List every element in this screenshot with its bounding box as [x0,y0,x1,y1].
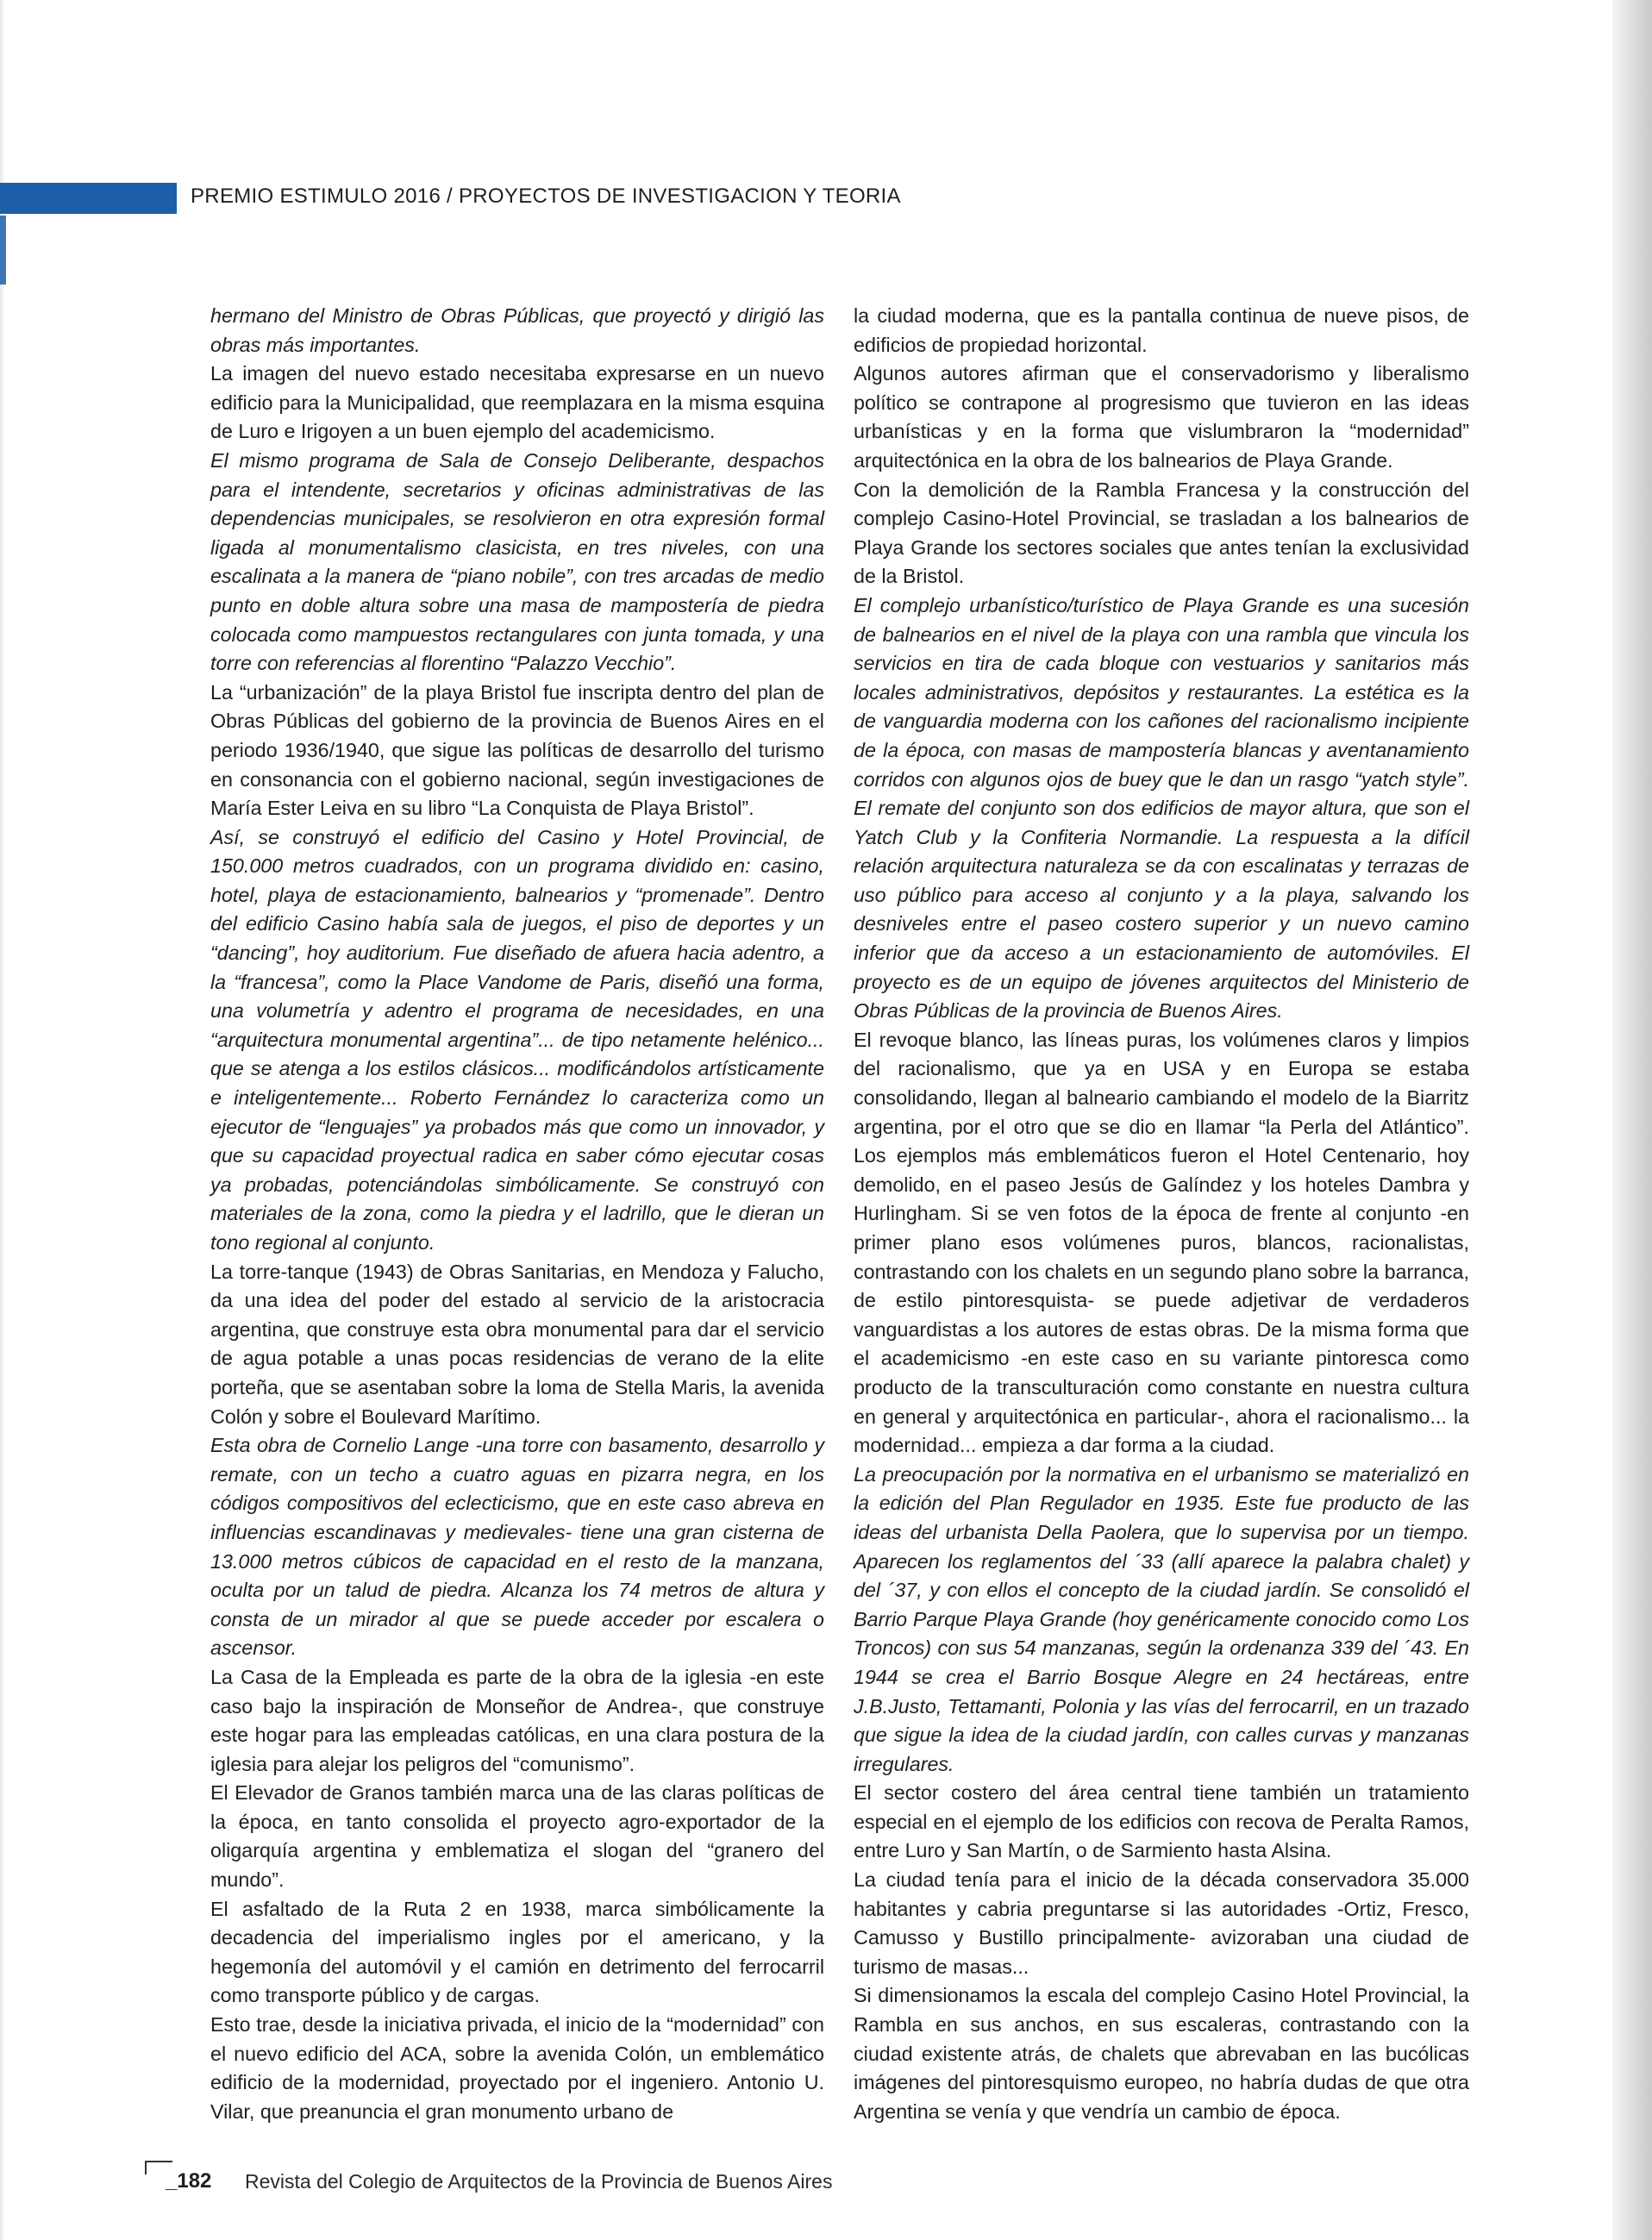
page-fold-shadow [0,0,5,2240]
header-accent-tick [0,216,6,285]
paragraph: El revoque blanco, las líneas puras, los volúmenes claros y limpios del racionalismo, que ya en USA y en Europa se estaba consolidando, llegan al balneario cambiando el modelo de la Biarritz argentina, por el otro que se dio en llamar “la Perla del Atlántico”. Los ejemplos más emblemáticos fueron el Hotel Centenario, hoy demolido, en el paseo Jesús de Galíndez y los hoteles Dambra y Hurlingham. Si se ven fotos de la época de frente al conjunto -en primer plano esos volúmenes puros, blancos, racionalistas, contrastando con los chalets en un segundo plano sobre la barranca, de estilo pintoresquista- se puede adjetivar de verdaderos vanguardistas a los autores de estas obras. De la misma forma que el academicismo -en este caso en su variante pintoresca como producto de la transculturación como constante en nuestra cultura en general y arquitectónica en particular-, ahora el racionalismo... la modernidad... empieza a dar forma a la ciudad. [854,1028,1469,1457]
paragraph: El asfaltado de la Ruta 2 en 1938, marca simbólicamente la decadencia del imperialismo ingles por el americano, y la hegemonía del automóvil y el camión en detrimento del ferrocarril como transporte público y de cargas. [210,1897,824,2007]
paragraph: Algunos autores afirman que el conservadorismo y liberalismo político se contrapone al progresismo que tuvieron en las ideas urbanísticas y en la forma que vislumbraron la “modernidad” arquitectónica en la obra de los balnearios de Playa Grande. [854,362,1469,472]
paragraph: Con la demolición de la Rambla Francesa y la construcción del complejo Casino-Hotel Provincial, se trasladan a los balnearios de Playa Grande los sectores sociales que antes tenían la exclusividad de la Bristol. [854,478,1469,588]
paragraph: Así, se construyó el edificio del Casino y Hotel Provincial, de 150.000 metros cuadrados, con un programa dividido en: casino, hotel, playa de estacionamiento, balnearios y “promenade”. Dentro del edificio Casino había sala de juegos, el piso de deportes y un “dancing”, hoy auditorium. Fue diseñado de afuera hacia adentro, a la “francesa”, como la Place Vandome de Paris, diseñó una forma, una volumetría y adentro el programa de necesidades, en una “arquitectura monumental argentina”... de tipo netamente helénico... que se atenga a los estilos clásicos... modificándolos artísticamente e inteligentemente... Roberto Fernández lo caracteriza como un ejecutor de “lenguajes” ya probados más que como un innovador, y que su capacidad proyectual radica en saber cómo ejecutar cosas ya probadas, potenciándolas simbólicamente. Se construyó con materiales de la zona, como la piedra y el ladrillo, que le dieran un tono regional al conjunto. [210,825,824,1254]
paragraph: Esto trae, desde la iniciativa privada, el inicio de la “modernidad” con el nuevo edificio del ACA, sobre la avenida Colón, un emblemático edificio de la modernidad, proyectado por el ingeniero. Antonio U. Vilar, que preanuncia el gran monumento urbano de [210,2013,824,2123]
paragraph: hermano del Ministro de Obras Públicas, que proyectó y dirigió las obras más importantes. [210,304,824,356]
paragraph: El Elevador de Granos también marca una de las claras políticas de la época, en tanto consolida el proyecto agro-exportador de la oligarquía argentina y emblematiza el slogan del “granero del mundo”. [210,1781,824,1892]
page-number: _182 [166,2169,212,2193]
left-text-column [210,302,824,2126]
paragraph: El complejo urbanístico/turístico de Playa Grande es una sucesión de balnearios en el nivel de la playa con una rambla que vincula los servicios en tira de cada bloque con vestuarios y sanitarios más locales administrativos, depósitos y restaurantes. La estética es la de vanguardia moderna con los cañones del racionalismo incipiente de la época, con masas de mampostería blancas y aventanamiento corridos con algunos ojos de buey que le dan un rasgo “yatch style”. El remate del conjunto son dos edificios de mayor altura, que son el Yatch Club y la Confiteria Normandie. La respuesta a la difícil relación arquitectura naturaleza se da con escalinatas y terrazas de uso público para acceso al conjunto y a la playa, salvando los desniveles entre el paseo costero superior y un nuevo camino inferior que da acceso a un estacionamiento de automóviles. El proyecto es de un equipo de jóvenes arquitectos del Ministerio de Obras Públicas de la provincia de Buenos Aires. [854,593,1469,1023]
paragraph: La imagen del nuevo estado necesitaba expresarse en un nuevo edificio para la Municipalidad, que reemplazara en la misma esquina de Luro e Irigoyen a un buen ejemplo del academicismo. [210,362,824,443]
section-header-title: PREMIO ESTIMULO 2016 / PROYECTOS DE INVESTIGACION Y TEORIA [191,185,901,208]
paragraph: La preocupación por la normativa en el urbanismo se materializó en la edición del Plan Regulador en 1935. Este fue producto de las ideas del urbanista Della Paolera, que lo supervisa por un tiempo. Aparecen los reglamentos del ´33 (allí aparece la palabra chalet) y del ´37, y con ellos el concepto de la ciudad jardín. Se consolidó el Barrio Parque Playa Grande (hoy genéricamente conocido como Los Troncos) con sus 54 manzanas, según la ordenanza 339 del ´43. En 1944 se crea el Barrio Bosque Alegre en 24 hectáreas, entre J.B.Justo, Tettamanti, Polonia y las vías del ferrocarril, en un trazado que sigue la idea de la ciudad jardín, con calles curvas y manzanas irregulares. [854,1462,1469,1775]
paragraph: La ciudad tenía para el inicio de la década conservadora 35.000 habitantes y cabria preguntarse si las autoridades -Ortiz, Fresco, Camusso y Bustillo principalmente- avizoraban una ciudad de turismo de masas... [854,1868,1469,1978]
right-text-column [854,302,1469,2126]
paragraph: El sector costero del área central tiene también un tratamiento especial en el ejemplo de los edificios con recova de Peralta Ramos, entre Luro y San Martín, o de Sarmiento hasta Alsina. [854,1781,1469,1862]
paragraph: La torre-tanque (1943) de Obras Sanitarias, en Mendoza y Falucho, da una idea del poder del estado al servicio de la aristocracia argentina, que construye esta obra monumental para dar el servicio de agua potable a unas pocas residencias de verano de la elite porteña, que se asentaban sobre la loma de Stella Maris, la avenida Colón y sobre el Boulevard Marítimo. [210,1260,824,1428]
page-edge-shadow [1612,0,1652,2240]
journal-title: Revista del Colegio de Arquitectos de la Provincia de Buenos Aires [245,2170,833,2193]
paragraph: La Casa de la Empleada es parte de la obra de la iglesia -en este caso bajo la inspiración de Monseñor de Andrea-, que construye este hogar para las empleadas católicas, en una clara postura de la iglesia para alejar los peligros del “comunismo”. [210,1665,824,1775]
paragraph: La “urbanización” de la playa Bristol fue inscripta dentro del plan de Obras Públicas del gobierno de la provincia de Buenos Aires en el periodo 1936/1940, que sigue las políticas de desarrollo del turismo en consonancia con el gobierno nacional, según investigaciones de María Ester Leiva en su libro “La Conquista de Playa Bristol”. [210,680,824,820]
paragraph: la ciudad moderna, que es la pantalla continua de nueve pisos, de edificios de propiedad horizontal. [854,304,1469,356]
header-accent-bar [0,183,177,214]
paragraph: Si dimensionamos la escala del complejo Casino Hotel Provincial, la Rambla en sus anchos, en sus escaleras, contrastando con la ciudad existente atrás, de chalets que abrevaban en las bucólicas imágenes del pintoresquismo europeo, no habría dudas de que otra Argentina se venía y que vendría un cambio de época. [854,1984,1469,2123]
paragraph: Esta obra de Cornelio Lange -una torre con basamento, desarrollo y remate, con un techo a cuatro aguas en pizarra negra, en los códigos compositivos del eclecticismo, que en este caso abreva en influencias escandinavas y medievales- tiene una gran cisterna de 13.000 metros cúbicos de capacidad en el resto de la manzana, oculta por un talud de piedra. Alcanza los 74 metros de altura y consta de un mirador al que se puede acceder por escalera o ascensor. [210,1434,824,1660]
paragraph: El mismo programa de Sala de Consejo Deliberante, despachos para el intendente, secretarios y oficinas administrativas de las dependencias municipales, se resolvieron en otra expresión formal ligada al monumentalismo clasicista, en tres niveles, con una escalinata a la manera de “piano nobile”, con tres arcadas de medio punto en doble altura sobre una masa de mampostería de piedra colocada como mampuestos rectangulares con junta tomada, y una torre con referencias al florentino “Palazzo Vecchio”. [210,448,824,675]
